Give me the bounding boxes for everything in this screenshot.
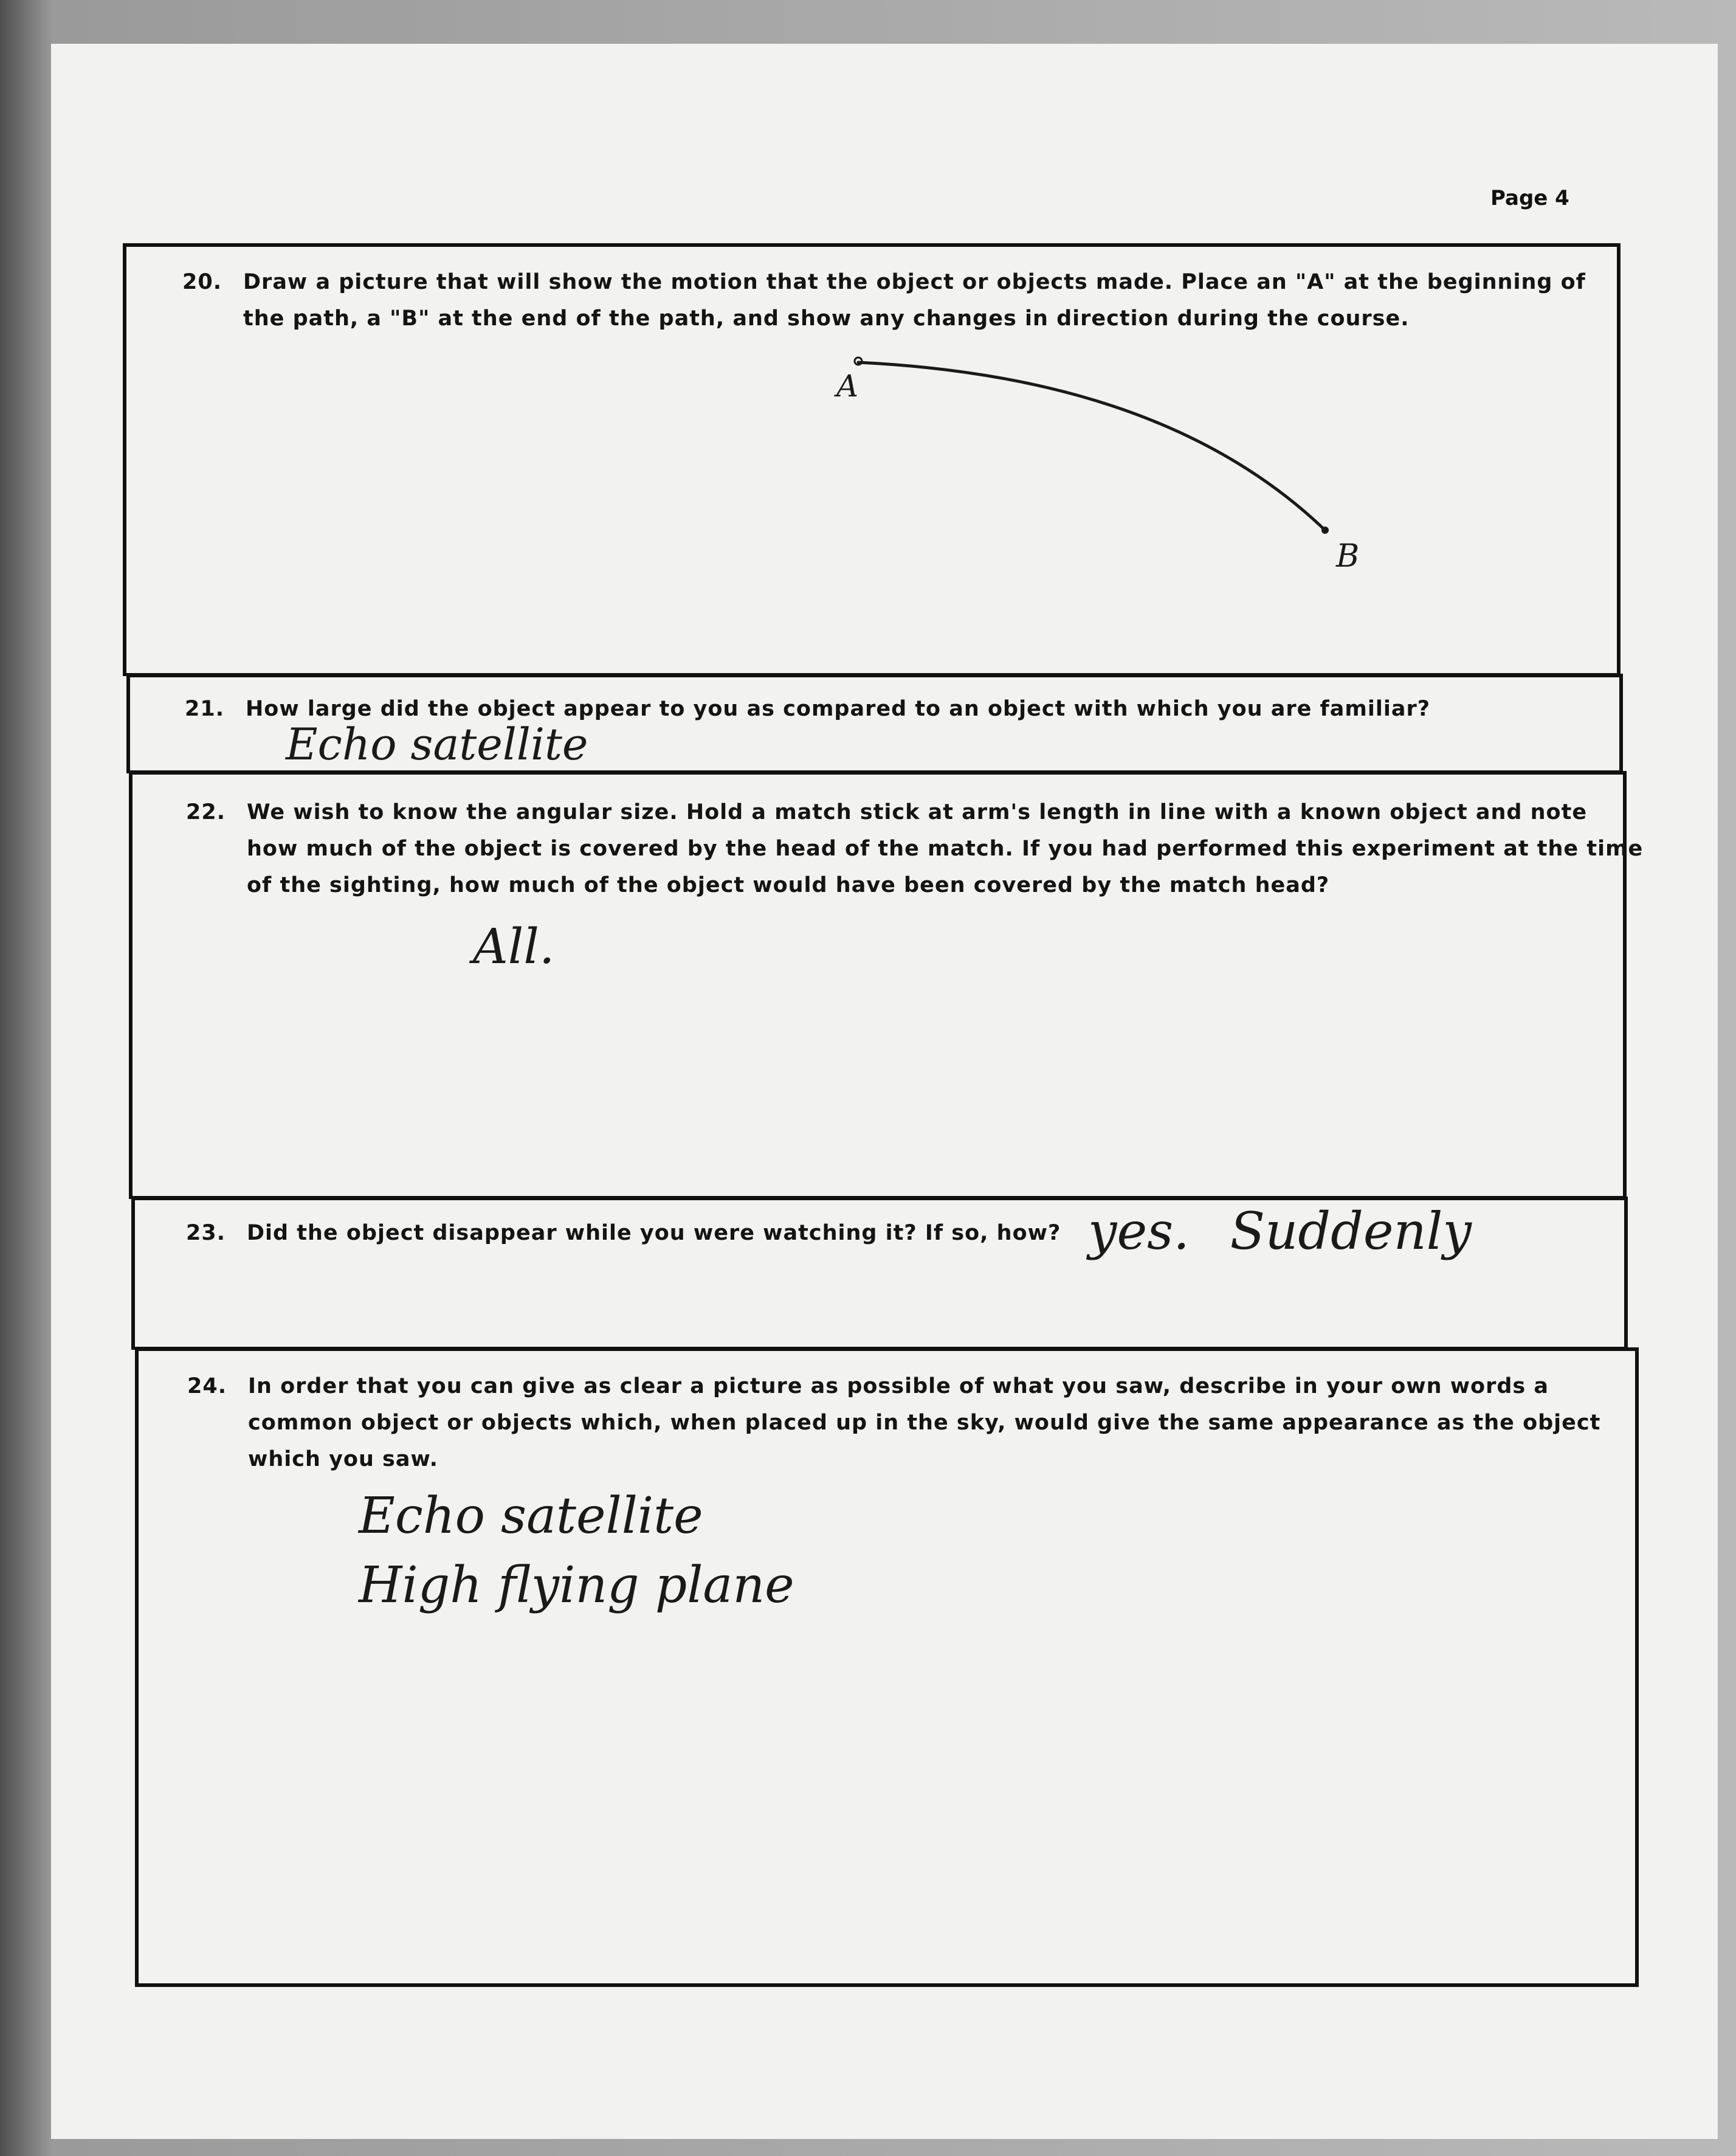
answer-24-line-2: High flying plane [359,1557,794,1614]
question-number: 24. [187,1374,227,1398]
question-22 [186,794,1643,904]
answer-24-line-1: Echo satellite [359,1487,703,1545]
question-text: which you saw. [248,1447,438,1471]
question-text: Did the object disappear while you were watching it? If so, how? [247,1221,1061,1245]
question-number: 23. [186,1221,226,1245]
question-text: We wish to know the angular size. Hold a match stick at arm's length in line with a known object and note [247,800,1588,824]
question-text: how much of the object is covered by the head of the match. If you had performed this experiment at the time [247,837,1644,861]
motion-path [858,362,1325,530]
question-text: How large did the object appear to you as compared to an object with which you are familiar? [246,697,1431,721]
question-text: of the sighting, how much of the object would have been covered by the match head? [247,873,1330,897]
path-end-label: B [1336,538,1360,575]
question-number: 22. [186,800,226,824]
question-number: 21. [185,697,225,721]
path-start-label: A [836,368,859,404]
question-24 [187,1368,1600,1477]
answer-21: Echo satellite [286,719,588,770]
question-text: the path, a "B" at the end of the path, and show any changes in direction during the course. [243,306,1410,331]
question-23 [186,1215,1061,1251]
question-text: In order that you can give as clear a picture as possible of what you saw, describe in your own words a [248,1374,1549,1398]
question-text: Draw a picture that will show the motion that the object or objects made. Place an "A" at the beginning of [243,270,1586,294]
answer-22: All. [473,918,555,975]
path-end-point [1321,527,1329,534]
answer-23: yes. Suddenly [1088,1201,1472,1261]
question-number: 20. [182,270,222,294]
page-number: Page 4 [1490,186,1569,210]
question-text: common object or objects which, when placed up in the sky, would give the same appearance as the object [248,1411,1601,1435]
